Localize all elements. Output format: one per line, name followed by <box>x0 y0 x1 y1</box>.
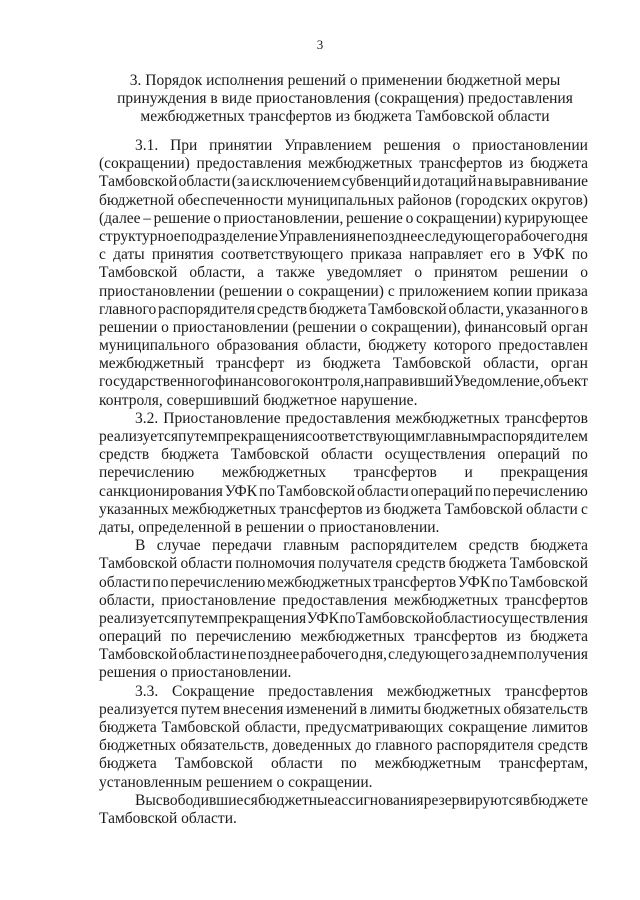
word: 3.2. <box>135 409 159 427</box>
word: бюджета <box>530 628 588 646</box>
word: приостановление <box>161 591 276 609</box>
word: рабочего <box>505 227 565 245</box>
word: до <box>355 737 372 755</box>
word: курирующее <box>504 209 588 227</box>
word: области <box>434 609 487 627</box>
word: главным <box>425 428 482 445</box>
word: приостановлении, <box>223 209 344 227</box>
paragraph-line <box>99 501 588 519</box>
word: приостановлении <box>99 282 215 300</box>
word: о <box>213 209 221 227</box>
word: о <box>452 137 461 154</box>
word: также <box>276 264 315 282</box>
word: УФК <box>457 573 491 591</box>
word: о <box>161 318 169 336</box>
word: о <box>405 209 414 227</box>
word: операций <box>99 628 162 646</box>
word: днем <box>484 646 518 664</box>
word: распорядителем <box>481 428 588 445</box>
word: по <box>571 246 588 264</box>
section-title <box>96 72 594 126</box>
paragraph-line <box>99 719 588 737</box>
word: средств <box>395 555 446 573</box>
word: сокращении), <box>371 318 461 336</box>
word: по <box>339 609 356 627</box>
word: области <box>99 573 151 591</box>
word: предоставления <box>282 591 388 609</box>
paragraph-line <box>99 246 588 264</box>
word: по <box>571 446 588 464</box>
word: бюджета <box>448 555 507 573</box>
word: направляет <box>409 246 483 264</box>
word: образования <box>216 337 299 355</box>
word: позднее <box>247 646 300 664</box>
word: прекращения <box>217 428 306 445</box>
word: внесения <box>222 700 284 718</box>
word: путем <box>178 609 219 627</box>
word: по <box>474 482 491 500</box>
word: 3.3. <box>135 682 159 700</box>
word: бюджета <box>383 500 442 518</box>
word: межбюджетных <box>267 573 372 591</box>
paragraph-line: решения о приостановлении. <box>99 664 292 682</box>
word: перечислению <box>492 482 588 500</box>
word: следующего <box>424 227 506 245</box>
paragraph-line <box>135 137 588 155</box>
word: муниципального <box>99 337 210 355</box>
word: и <box>464 464 473 482</box>
word: межбюджетных <box>386 682 492 700</box>
paragraph-line <box>99 464 588 482</box>
paragraph <box>0 137 640 410</box>
word: межбюджетных <box>308 155 413 173</box>
paragraph <box>0 792 640 828</box>
word: средств <box>468 537 519 555</box>
word: Уведомление, <box>453 373 544 391</box>
word: рабочего <box>300 646 359 664</box>
word: В <box>135 537 146 555</box>
word: обязательств, <box>180 737 269 755</box>
word: финансовый <box>464 318 548 336</box>
word: уведомляет <box>326 264 403 282</box>
word: осуществления <box>487 609 588 627</box>
word: трансфертов <box>414 628 498 646</box>
word: межбюджетных <box>395 409 500 427</box>
word: получения <box>518 646 588 664</box>
word: межбюджетным <box>374 755 482 773</box>
word: соответствующим <box>305 428 426 445</box>
word: главного <box>99 300 157 318</box>
word: (сокращении) <box>99 155 190 173</box>
word: распорядителя <box>158 300 256 318</box>
paragraph-line: Тамбовской области. <box>99 809 237 827</box>
word: даты <box>113 246 145 264</box>
word: финансового <box>214 373 301 391</box>
word: по <box>152 573 169 591</box>
word: осуществления <box>384 446 486 464</box>
word: области <box>270 755 323 773</box>
word: предоставления <box>268 682 374 700</box>
word: главного <box>375 737 433 755</box>
paragraph-line: даты, определенной в решении о приостановлении. <box>99 518 440 536</box>
word: по <box>340 755 357 773</box>
word: в <box>522 791 531 809</box>
word: и <box>412 173 421 191</box>
paragraph-line <box>99 264 588 282</box>
paragraph-line <box>99 737 588 755</box>
word: а <box>257 264 265 282</box>
word: Тамбовской <box>161 719 240 736</box>
paragraph-line <box>99 355 588 373</box>
word: принятия <box>151 246 214 264</box>
word: Сокращение <box>171 682 255 700</box>
word: бюджета <box>530 537 588 555</box>
word: решение <box>346 209 403 227</box>
word: Тамбовской <box>99 555 178 573</box>
word: области <box>526 500 578 518</box>
word: выравнивание <box>494 173 588 191</box>
word: лимитов <box>532 719 588 736</box>
word: трансфертов <box>504 409 588 427</box>
word: Приостановление <box>163 409 281 427</box>
word: с <box>99 246 106 264</box>
paragraph-line <box>99 301 588 319</box>
paragraph-line <box>99 228 588 246</box>
paragraph-line <box>99 574 588 592</box>
word: трансфертам, <box>499 755 588 773</box>
word: с <box>387 282 395 300</box>
paragraph-line <box>99 337 588 355</box>
word: Тамбовской <box>509 573 588 591</box>
word: межбюджетных <box>300 628 405 646</box>
word: области <box>178 646 231 664</box>
paragraph-line <box>99 192 588 210</box>
word: межбюджетных <box>171 500 277 518</box>
word: не <box>231 646 247 664</box>
word: передачи <box>211 537 272 555</box>
word: бюджета <box>161 446 219 464</box>
word: (далее <box>99 209 141 227</box>
word: путем <box>180 700 221 718</box>
word: реализуется <box>99 428 179 445</box>
word: трансфертов <box>353 464 437 482</box>
word: предоставлен <box>498 337 588 355</box>
word: орган <box>550 318 588 336</box>
word: межбюджетный <box>99 355 204 373</box>
word: – <box>143 209 151 227</box>
section-title-line: межбюджетных трансфертов из бюджета Тамбовской области <box>140 108 550 125</box>
paragraph-line <box>99 155 588 173</box>
word: бюджетной <box>99 191 175 209</box>
word: подразделение <box>181 227 278 245</box>
word: Тамбовской <box>444 500 523 518</box>
paragraph-line <box>99 555 588 573</box>
word: резервируются <box>423 791 523 809</box>
paragraph-line <box>99 646 588 664</box>
word: из <box>296 355 311 373</box>
word: предоставления <box>285 409 391 427</box>
word: принятии <box>209 137 273 154</box>
word: прекращения <box>218 609 307 627</box>
word: путем <box>178 428 218 445</box>
word: бюджетных <box>99 737 177 755</box>
word: Управления <box>278 227 357 245</box>
word: ассигнования <box>334 791 424 809</box>
word: операций <box>497 446 560 464</box>
word: главным <box>283 537 340 555</box>
word: государственного <box>99 373 215 391</box>
word: сокращении) <box>415 209 502 227</box>
word: Управлением <box>284 137 372 154</box>
word: указанных <box>99 500 169 518</box>
word: области <box>180 555 233 573</box>
word: исключением <box>251 173 341 191</box>
word: области, <box>189 264 246 282</box>
word: реализуется <box>99 609 179 627</box>
paragraph-line <box>135 537 588 555</box>
paragraph <box>0 410 640 537</box>
word: распорядителя <box>436 737 534 755</box>
word: Тамбовской <box>174 755 254 773</box>
word: копии <box>492 282 533 300</box>
word: случае <box>156 537 201 555</box>
section-title-line: 3. Порядок исполнения решений о применении бюджетной меры <box>129 72 561 89</box>
word: (решении <box>218 282 283 300</box>
word: предусматривающих <box>305 719 444 736</box>
word: направивший <box>364 373 454 391</box>
word: бюджете <box>530 791 588 809</box>
paragraph <box>0 537 640 683</box>
word: решении <box>99 318 158 336</box>
word: распорядителем <box>350 537 458 555</box>
word: бюджета <box>530 155 588 173</box>
word: дня <box>564 227 588 245</box>
paragraph-line <box>135 792 588 810</box>
word: бюджета <box>322 355 381 373</box>
word: трансфертов <box>504 682 588 700</box>
paragraph-line <box>99 319 588 337</box>
word: УФК <box>224 482 258 500</box>
word: УФК <box>532 246 565 264</box>
word: о <box>286 282 295 300</box>
word: из <box>365 500 381 518</box>
word: области, <box>483 355 539 373</box>
paragraph-line <box>99 592 588 610</box>
word: из <box>506 628 521 646</box>
paragraph-line <box>99 210 588 228</box>
word: изменений <box>286 700 358 718</box>
paragraph-line: контроля, совершивший бюджетное нарушение. <box>99 391 418 409</box>
word: объект <box>543 373 588 391</box>
word: решения <box>383 137 441 154</box>
word: Тамбовской <box>99 264 178 282</box>
word: межбюджетных <box>221 464 327 482</box>
word: доведенных <box>272 737 352 755</box>
word: приложением <box>398 282 489 300</box>
paragraph-line <box>99 446 588 464</box>
word: (решении <box>292 318 356 336</box>
word: бюджета <box>308 300 367 318</box>
word: Тамбовской <box>230 446 310 464</box>
word: бюджетных <box>423 700 501 718</box>
word: полномочия <box>235 555 316 573</box>
word: УФК <box>306 609 340 627</box>
word: приказа <box>536 282 588 300</box>
word: трансфертов <box>279 500 363 518</box>
word: не <box>356 227 372 245</box>
word: бюджету <box>368 337 427 355</box>
word: перечислению <box>196 628 292 646</box>
word: Высвободившиеся <box>135 791 258 809</box>
word: области, <box>448 300 505 318</box>
word: из <box>509 155 524 173</box>
word: операций <box>410 482 474 500</box>
word: в <box>580 300 588 318</box>
word: по <box>491 573 508 591</box>
word: средств <box>99 446 150 464</box>
paragraph <box>0 683 640 792</box>
word: о <box>580 264 588 282</box>
word: орган <box>550 355 588 373</box>
word: следующего <box>388 646 470 664</box>
paragraph-line <box>99 610 588 628</box>
word: с <box>581 500 588 518</box>
page-number: 3 <box>316 37 324 52</box>
word: позднее <box>372 227 425 245</box>
word: санкционирования <box>99 482 223 500</box>
word: структурное <box>99 227 181 245</box>
word: трансфертов <box>373 573 457 591</box>
paragraph-line <box>99 701 588 719</box>
word: приказа <box>350 246 403 264</box>
paragraph-line <box>99 283 588 301</box>
word: соответствующего <box>220 246 344 264</box>
section-title-line: принуждения в виде приостановления (сокращения) предоставления <box>117 90 573 107</box>
paragraph-line <box>99 373 588 391</box>
word: прекращения <box>500 464 588 482</box>
word: в <box>517 246 526 264</box>
word: Тамбовской <box>509 555 588 573</box>
word: бюджета <box>99 755 157 773</box>
word: обеспеченности <box>177 191 284 209</box>
paragraph-line <box>99 173 588 191</box>
word: бюджета <box>99 719 157 736</box>
word: Тамбовской <box>99 173 178 191</box>
word: лимиты <box>369 700 422 718</box>
paragraph-line <box>99 755 588 773</box>
word: Тамбовской <box>99 646 178 664</box>
word: области <box>178 173 231 191</box>
word: о <box>414 264 423 282</box>
word: указанного <box>505 300 579 318</box>
word: которого <box>433 337 492 355</box>
word: за <box>470 646 484 664</box>
word: по <box>258 482 276 500</box>
word: его <box>489 246 511 264</box>
word: области, <box>305 337 362 355</box>
paragraph-line <box>99 628 588 646</box>
word: районов <box>397 191 452 209</box>
word: обязательств <box>503 700 588 718</box>
word: на <box>477 173 493 191</box>
word: При <box>170 137 198 154</box>
word: (городских <box>455 191 528 209</box>
word: сокращение <box>448 719 528 736</box>
word: бюджетные <box>258 791 335 809</box>
word: приостановлении <box>472 137 588 154</box>
paragraph-line <box>135 683 588 701</box>
word: по <box>170 628 187 646</box>
word: трансфертов <box>419 155 503 173</box>
word: предоставления <box>196 155 302 173</box>
word: трансфертов <box>504 591 588 609</box>
word: сокращении) <box>298 282 384 300</box>
word: области, <box>99 591 155 609</box>
word: области <box>356 482 409 500</box>
word: приостановлении <box>172 318 289 336</box>
word: перечислению <box>170 573 266 591</box>
paragraph-line <box>99 483 588 501</box>
word: межбюджетных <box>393 591 499 609</box>
word: Тамбовской <box>276 482 356 500</box>
word: средств <box>256 300 308 318</box>
paragraph-line <box>135 410 588 428</box>
word: перечислению <box>99 464 195 482</box>
word: Тамбовской <box>392 355 472 373</box>
word: субвенций <box>341 173 412 191</box>
word: принятом <box>434 264 498 282</box>
word: области, <box>244 719 301 736</box>
word: (за <box>231 173 250 191</box>
word: о <box>359 318 368 336</box>
paragraph-line <box>99 428 588 446</box>
paragraph-line: установленным решением о сокращении. <box>99 773 373 791</box>
word: округов) <box>531 191 588 209</box>
word: дня, <box>359 646 387 664</box>
word: области <box>321 446 373 464</box>
word: Тамбовской <box>368 300 447 318</box>
word: контроля, <box>300 373 364 391</box>
word: трансферт <box>216 355 285 373</box>
word: Тамбовской <box>356 609 435 627</box>
word: в <box>359 700 368 718</box>
word: реализуется <box>99 700 179 718</box>
document-body <box>0 137 640 828</box>
word: решении <box>509 264 569 282</box>
word: муниципальных <box>286 191 395 209</box>
word: 3.1. <box>135 137 159 154</box>
word: дотаций <box>422 173 477 191</box>
word: средств <box>537 737 588 755</box>
word: решение <box>153 209 211 227</box>
word: получателя <box>318 555 393 573</box>
